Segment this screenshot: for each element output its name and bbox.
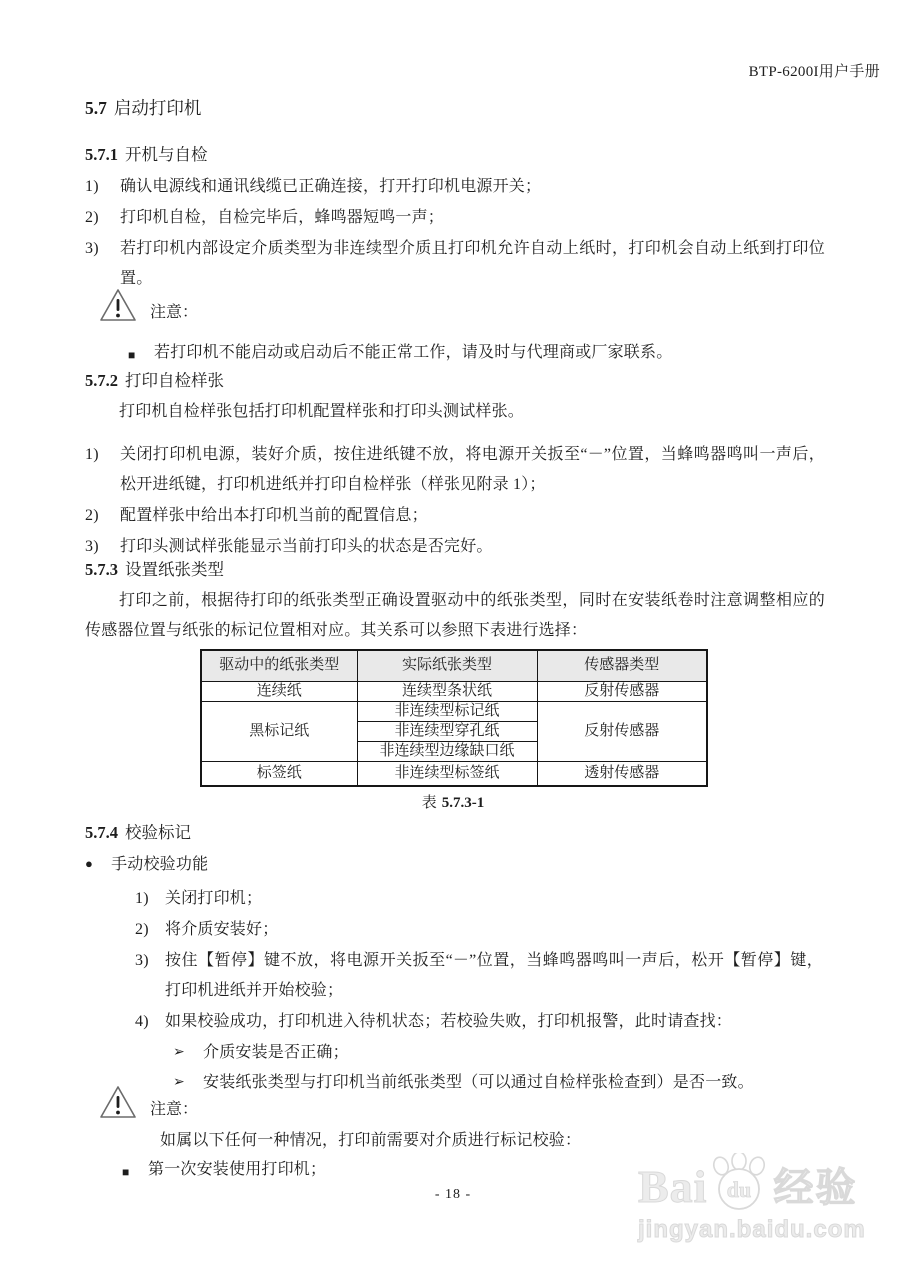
notice-intro: 如属以下任何一种情况，打印前需要对介质进行标记校验： — [160, 1132, 582, 1149]
table-cell: 反射传感器 — [537, 701, 707, 761]
list-5-7-2 — [85, 440, 825, 563]
page-number: - 18 - — [434, 1187, 472, 1202]
item-text: 若打印机内部设定介质类型为非连续型介质且打印机允许自动上纸时，打印机会自动上纸到打印位置。 — [120, 240, 825, 287]
section-title: 校验标记 — [125, 823, 191, 842]
square-bullet-icon: ■ — [122, 1165, 130, 1179]
watermark-brand-text2: du — [727, 1177, 752, 1202]
table-header-row — [201, 650, 707, 681]
item-text: 关闭打印机电源，装好介质，按住进纸键不放，将电源开关扳至“－”位置，当蜂鸣器鸣叫一声后，松开进纸键，打印机进纸并打印自检样张（样张见附录 1）； — [120, 446, 825, 493]
square-bullet-icon: ■ — [128, 348, 136, 362]
section-number: 5.7.2 — [85, 371, 118, 390]
table-row — [201, 701, 707, 721]
list-item — [85, 172, 825, 202]
table-header-cell: 实际纸张类型 — [357, 650, 537, 681]
table-cell: 黑标记纸 — [201, 701, 357, 761]
list-item — [135, 1007, 823, 1037]
warning-triangle-icon — [98, 287, 138, 328]
paragraph-5-7-3-intro: 打印之前，根据待打印的纸张类型正确设置驱动中的纸张类型，同时在安装纸卷时注意调整相应的传感器位置与纸张的标记位置相对应。其关系可以参照下表进行选择： — [85, 592, 825, 639]
item-marker: 1) — [85, 446, 99, 463]
section-heading-5-7-3 — [85, 556, 224, 580]
watermark-brand-cn: 经验 — [773, 1165, 858, 1210]
list-5-7-4 — [135, 884, 823, 1038]
bullet-heading-text: 手动校验功能 — [111, 856, 209, 873]
round-bullet-icon: ● — [85, 856, 94, 871]
caption-number: 5.7.3-1 — [441, 795, 485, 811]
table-cell: 透射传感器 — [537, 761, 707, 786]
baidu-jingyan-watermark — [638, 1158, 898, 1244]
list-item — [135, 946, 823, 1006]
sublist-item — [173, 1038, 823, 1068]
warning-triangle-icon — [98, 1084, 138, 1125]
section-heading-5-7-2 — [85, 367, 224, 391]
section-heading-5-7-1 — [85, 141, 208, 165]
list-item — [85, 440, 825, 500]
section-heading-5-7 — [85, 95, 201, 120]
table-header-cell: 传感器类型 — [537, 650, 707, 681]
item-marker: 2) — [85, 209, 99, 226]
list-5-7-1 — [85, 172, 825, 295]
table-cell: 连续型条状纸 — [357, 681, 537, 701]
table-cell: 非连续型边缘缺口纸 — [357, 741, 537, 761]
arrow-bullet-icon: ➢ — [173, 1045, 185, 1060]
watermark-brand-row — [638, 1158, 898, 1210]
item-text: 如果校验成功，打印机进入待机状态；若校验失败，打印机报警，此时请查找： — [165, 1013, 733, 1030]
item-marker: 2) — [85, 507, 99, 524]
item-marker: 3) — [85, 240, 99, 257]
list-item — [135, 884, 823, 914]
table-cell: 非连续型标签纸 — [357, 761, 537, 786]
table-caption — [200, 791, 706, 812]
item-text: 将介质安装好； — [165, 921, 279, 938]
baidu-paw-icon — [708, 1153, 770, 1216]
list-item — [85, 501, 825, 531]
arrow-bullet-icon: ➢ — [173, 1075, 185, 1090]
watermark-url: jingyan.baidu.com — [638, 1216, 866, 1243]
section-title: 开机与自检 — [125, 145, 208, 164]
item-marker: 1) — [135, 890, 149, 907]
table-row — [201, 681, 707, 701]
list-item — [135, 915, 823, 945]
notice-bullet-text: 第一次安装使用打印机； — [148, 1161, 327, 1178]
caption-prefix: 表 — [421, 795, 437, 811]
table-cell: 非连续型标记纸 — [357, 701, 537, 721]
section-title: 启动打印机 — [113, 98, 202, 118]
subitem-text: 介质安装是否正确； — [203, 1044, 349, 1061]
notice-bullet-text: 若打印机不能启动或启动后不能正常工作，请及时与代理商或厂家联系。 — [154, 344, 673, 361]
watermark-brand-text: Bai — [638, 1161, 708, 1212]
section-number: 5.7.4 — [85, 823, 118, 842]
manual-check-heading — [85, 849, 208, 880]
item-text: 打印头测试样张能显示当前打印头的状态是否完好。 — [120, 538, 493, 555]
notice-label: 注意： — [150, 1101, 199, 1118]
notice-label: 注意： — [150, 304, 199, 321]
section-title: 打印自检样张 — [125, 371, 224, 390]
item-marker: 2) — [135, 921, 149, 938]
table-row — [201, 761, 707, 786]
table-cell: 连续纸 — [201, 681, 357, 701]
item-text: 配置样张中给出本打印机当前的配置信息； — [120, 507, 428, 524]
section-number: 5.7 — [85, 98, 107, 118]
item-marker: 4) — [135, 1013, 149, 1030]
item-marker: 3) — [85, 538, 99, 555]
item-marker: 3) — [135, 952, 149, 969]
table-cell: 非连续型穿孔纸 — [357, 721, 537, 741]
item-marker: 1) — [85, 178, 99, 195]
paper-type-table — [200, 649, 708, 787]
table-cell: 反射传感器 — [537, 681, 707, 701]
sublist-5-7-4 — [173, 1038, 823, 1098]
section-number: 5.7.3 — [85, 560, 118, 579]
table-header-cell: 驱动中的纸张类型 — [201, 650, 357, 681]
item-text: 打印机自检，自检完毕后，蜂鸣器短鸣一声； — [120, 209, 445, 226]
notice-bullet-item — [128, 338, 828, 370]
list-item — [85, 234, 825, 294]
item-text: 按住【暂停】键不放，将电源开关扳至“－”位置，当蜂鸣器鸣叫一声后，松开【暂停】键，打印机进纸并开始校验； — [165, 952, 823, 999]
sublist-item — [173, 1068, 823, 1098]
item-text: 确认电源线和通讯线缆已正确连接，打开打印机电源开关； — [120, 178, 542, 195]
paragraph-5-7-2-intro: 打印机自检样张包括打印机配置样张和打印头测试样张。 — [119, 403, 525, 420]
section-title: 设置纸张类型 — [125, 560, 224, 579]
subitem-text: 安装纸张类型与打印机当前纸张类型（可以通过自检样张检查到）是否一致。 — [203, 1074, 754, 1091]
list-item — [85, 203, 825, 233]
section-number: 5.7.1 — [85, 145, 118, 164]
section-heading-5-7-4 — [85, 819, 191, 843]
page-header-title: BTP-6200I用户手册 — [748, 64, 880, 80]
item-text: 关闭打印机； — [165, 890, 263, 907]
table-cell: 标签纸 — [201, 761, 357, 786]
